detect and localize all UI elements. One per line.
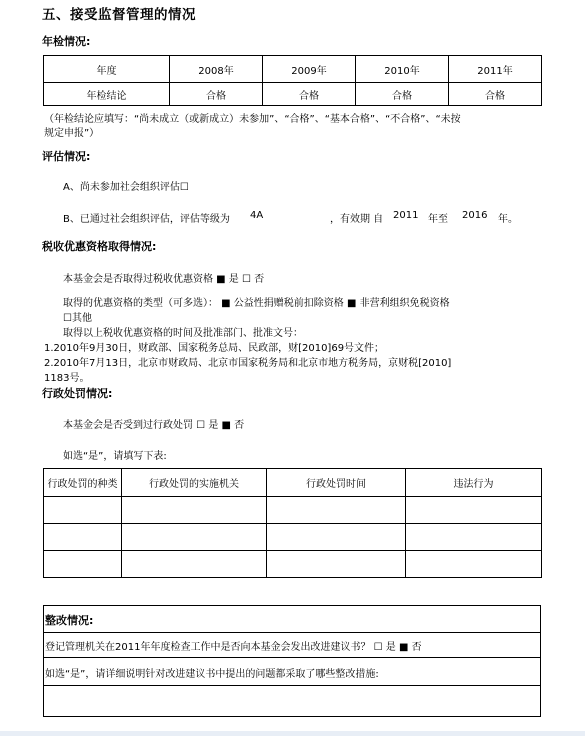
rectification-line1: 登记管理机关在2011年年度检查工作中是否向本基金会发出改进建议书？ ☐ 是 ■ 否 bbox=[45, 642, 422, 653]
assessment-valid-label: ，有效期 自 bbox=[330, 214, 384, 225]
assessment-grade: 4A bbox=[250, 210, 264, 221]
table-cell: 2011年 bbox=[449, 56, 542, 83]
divider bbox=[43, 657, 541, 658]
section-title: 五、接受监督管理的情况 bbox=[42, 7, 196, 23]
annual-inspection-heading: 年检情况: bbox=[42, 35, 91, 48]
annual-inspection-note-line1: （年检结论应填写：“尚未成立（或新成立）未参加”、“合格”、“基本合格”、“不合格”、“未按 bbox=[44, 114, 461, 125]
table-cell bbox=[44, 551, 122, 578]
tax-line6: 2.2010年7月13日，北京市财政局、北京市国家税务局和北京市地方税务局，京财税[2010] bbox=[44, 358, 452, 369]
table-row bbox=[44, 497, 542, 524]
table-cell: 2010年 bbox=[356, 56, 449, 83]
tax-heading: 税收优惠资格取得情况: bbox=[42, 240, 157, 253]
penalty-line2: 如选“是”，请填写下表: bbox=[63, 451, 167, 462]
table-cell: 合格 bbox=[263, 83, 356, 106]
annual-inspection-note-line2: 规定申报”） bbox=[44, 128, 100, 139]
table-cell bbox=[44, 524, 122, 551]
table-cell bbox=[122, 551, 267, 578]
table-cell: 合格 bbox=[356, 83, 449, 106]
penalty-heading: 行政处罚情况: bbox=[42, 387, 113, 400]
assessment-heading: 评估情况: bbox=[42, 150, 91, 163]
bottom-scroll-strip bbox=[0, 731, 585, 736]
assessment-from-year: 2011 bbox=[393, 210, 419, 221]
table-cell bbox=[122, 524, 267, 551]
table-header-cell: 行政处罚的种类 bbox=[44, 469, 122, 497]
divider bbox=[43, 632, 541, 633]
table-row bbox=[44, 551, 542, 578]
tax-line1: 本基金会是否取得过税收优惠资格 ■ 是 ☐ 否 bbox=[63, 274, 265, 285]
table-cell: 年检结论 bbox=[44, 83, 170, 106]
table-cell bbox=[406, 551, 542, 578]
assessment-option-a: A、尚未参加社会组织评估☐ bbox=[63, 182, 189, 193]
penalty-line1: 本基金会是否受到过行政处罚 ☐ 是 ■ 否 bbox=[63, 420, 245, 431]
table-cell: 合格 bbox=[170, 83, 263, 106]
assessment-to-year: 2016 bbox=[462, 210, 488, 221]
rectification-heading: 整改情况: bbox=[45, 614, 94, 627]
table-cell bbox=[267, 497, 406, 524]
table-cell bbox=[44, 497, 122, 524]
rectification-box bbox=[43, 605, 541, 717]
table-cell: 年度 bbox=[44, 56, 170, 83]
table-cell bbox=[406, 497, 542, 524]
table-cell: 2008年 bbox=[170, 56, 263, 83]
assessment-option-b-prefix: B、已通过社会组织评估，评估等级为 bbox=[63, 214, 230, 225]
assessment-suffix: 年。 bbox=[498, 214, 518, 225]
tax-line5: 1.2010年9月30日，财政部、国家税务总局、民政部，财[2010]69号文件； bbox=[44, 343, 385, 354]
table-row bbox=[44, 83, 542, 106]
tax-line3: ☐其他 bbox=[63, 313, 92, 324]
table-header-cell: 违法行为 bbox=[406, 469, 542, 497]
table-cell bbox=[406, 524, 542, 551]
divider bbox=[43, 685, 541, 686]
assessment-to-label: 年至 bbox=[428, 214, 448, 225]
table-cell bbox=[267, 551, 406, 578]
rectification-line2: 如选“是”，请详细说明针对改进建议书中提出的问题都采取了哪些整改措施: bbox=[45, 669, 379, 680]
tax-line4: 取得以上税收优惠资格的时间及批准部门、批准文号： bbox=[63, 328, 303, 339]
table-cell: 2009年 bbox=[263, 56, 356, 83]
tax-line7: 1183号。 bbox=[44, 373, 90, 384]
table-header-cell: 行政处罚时间 bbox=[267, 469, 406, 497]
annual-inspection-table bbox=[43, 55, 542, 106]
table-header-cell: 行政处罚的实施机关 bbox=[122, 469, 267, 497]
table-cell bbox=[122, 497, 267, 524]
table-cell: 合格 bbox=[449, 83, 542, 106]
table-row bbox=[44, 56, 542, 83]
penalty-table bbox=[43, 468, 542, 578]
table-row bbox=[44, 469, 542, 497]
table-cell bbox=[267, 524, 406, 551]
table-row bbox=[44, 524, 542, 551]
tax-line2: 取得的优惠资格的类型（可多选）： ■ 公益性捐赠税前扣除资格 ■ 非营利组织免税资格 bbox=[63, 298, 450, 309]
